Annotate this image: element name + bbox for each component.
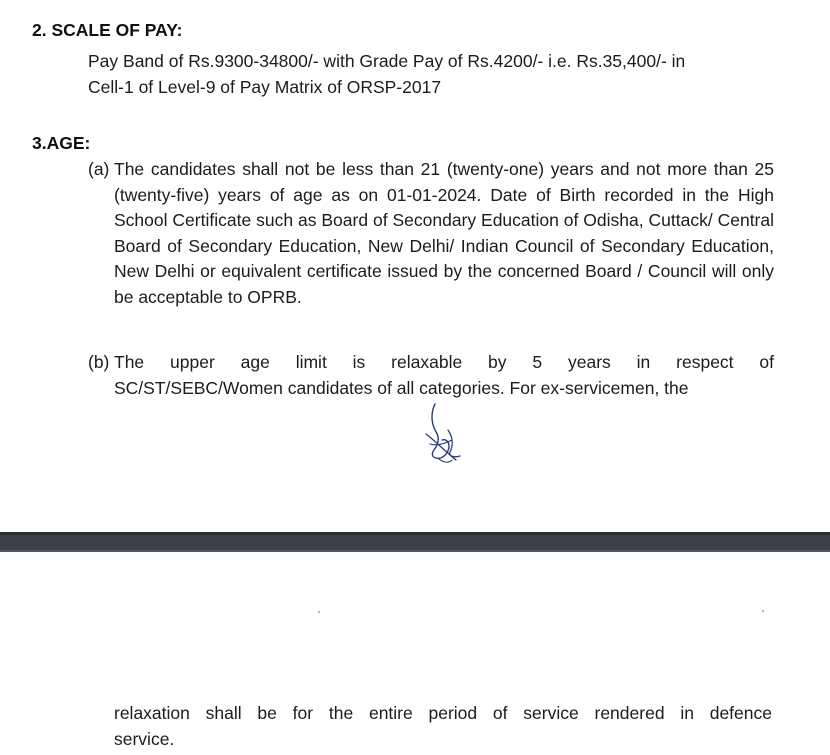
page-break-divider xyxy=(0,532,830,552)
section-3-heading: 3.AGE: xyxy=(32,133,91,153)
item-a-paragraph: The candidates shall not be less than 21 (twenty-one) years and not more than 25 (twenty-five) years of age as on 01-01-2024. Date of Birth recorded in the High School Certificate such as Board of Secondary Education of Odisha, Cuttack/ Central Board of Secondary Education, New Delhi/ Indian Council of Secondary Education, New Delhi or equivalent certificate issued by the concerned Board / Council will only be acceptable to OPRB. xyxy=(114,159,774,307)
scan-speck xyxy=(318,611,320,613)
section-2-heading: 2. SCALE OF PAY: xyxy=(32,20,183,40)
signature-initials-icon xyxy=(418,400,466,468)
scan-speck xyxy=(762,610,764,612)
item-b-line-1: The upper age limit is relaxable by 5 years in respect of xyxy=(114,352,774,372)
pay-band-line-2: Cell-1 of Level-9 of Pay Matrix of ORSP-2017 xyxy=(88,77,442,97)
continuation-line-2: service. xyxy=(114,729,175,749)
continuation-line-1: relaxation shall be for the entire period of service rendered in defence xyxy=(114,703,772,723)
pay-band-line-1: Pay Band of Rs.9300-34800/- with Grade Pay of Rs.4200/- i.e. Rs.35,400/- in xyxy=(88,51,686,71)
document-page-bottom xyxy=(0,552,830,755)
item-a-marker: (a) xyxy=(88,159,110,179)
item-b-line-2: SC/ST/SEBC/Women candidates of all categories. For ex-servicemen, the xyxy=(114,378,689,398)
item-b-marker: (b) xyxy=(88,352,110,372)
